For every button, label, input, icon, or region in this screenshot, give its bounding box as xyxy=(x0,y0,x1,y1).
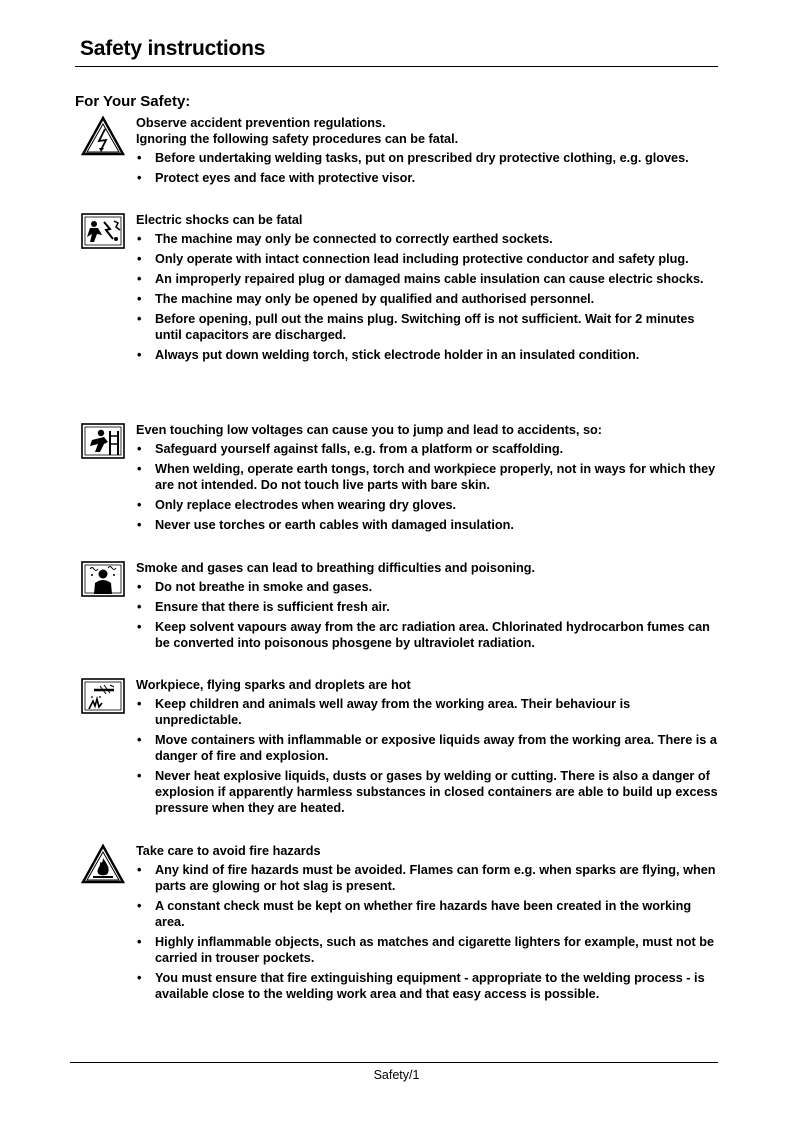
safety-block-low-voltage xyxy=(80,422,720,537)
bullet-item: • The machine may only be opened by qualified and authorised personnel. xyxy=(136,291,720,307)
block-intro-line: Workpiece, flying sparks and droplets are hot xyxy=(136,678,411,692)
bullet-item: • You must ensure that fire extinguishing equipment - appropriate to the welding process - is available close to the welding work area and that easy access is possible. xyxy=(136,970,720,1002)
falling-person-icon xyxy=(80,422,126,462)
hot-sparks-icon xyxy=(80,677,126,717)
safety-block-hot-workpiece xyxy=(80,677,720,820)
page-number: Safety/1 xyxy=(373,1068,420,1082)
bullet-item: • Protect eyes and face with protective visor. xyxy=(136,170,720,186)
safety-block-fire-hazards xyxy=(80,843,720,1006)
bullet-item: • A constant check must be kept on whether fire hazards have been created in the working area. xyxy=(136,898,720,930)
block-intro-line: Take care to avoid fire hazards xyxy=(136,844,321,858)
bullet-item: • An improperly repaired plug or damaged mains cable insulation can cause electric shocks. xyxy=(136,271,720,287)
safety-block-electric-shock xyxy=(80,212,720,367)
title-divider xyxy=(75,66,718,67)
bullet-item: • Move containers with inflammable or exposive liquids away from the working area. There is a danger of fire and explosion. xyxy=(136,732,720,764)
bullet-item: • When welding, operate earth tongs, torch and workpiece properly, not in ways for which they are not intended. Do not touch live parts with bare skin. xyxy=(136,461,720,493)
block-intro-line: Ignoring the following safety procedures can be fatal. xyxy=(136,132,459,146)
bullet-item: • Never use torches or earth cables with damaged insulation. xyxy=(136,517,720,533)
footer-divider xyxy=(70,1062,718,1063)
bullet-item: • Safeguard yourself against falls, e.g. from a platform or scaffolding. xyxy=(136,441,720,457)
bullet-item: • Ensure that there is sufficient fresh air. xyxy=(136,599,720,615)
bullet-item: • Before undertaking welding tasks, put on prescribed dry protective clothing, e.g. gloves. xyxy=(136,150,720,166)
bullet-item: • Keep solvent vapours away from the arc radiation area. Chlorinated hydrocarbon fumes can be converted into poisonous phosgene by ultraviolet radiation. xyxy=(136,619,720,651)
block-intro-line: Electric shocks can be fatal xyxy=(136,213,303,227)
safety-block-smoke-gases xyxy=(80,560,720,655)
bullet-item: • Only replace electrodes when wearing dry gloves. xyxy=(136,497,720,513)
bullet-item: • Never heat explosive liquids, dusts or gases by welding or cutting. There is also a danger of explosion if apparently harmless substances in closed containers are able to build up excess pressure when they are heated. xyxy=(136,768,720,816)
smoke-gas-icon xyxy=(80,560,126,600)
bullet-item: • The machine may only be connected to correctly earthed sockets. xyxy=(136,231,720,247)
page-title: Safety instructions xyxy=(80,37,266,60)
high-voltage-warning-icon xyxy=(80,115,126,157)
bullet-item: • Only operate with intact connection lead including protective conductor and safety plug. xyxy=(136,251,720,267)
block-intro-line: Observe accident prevention regulations. xyxy=(136,116,386,130)
bullet-item: • Always put down welding torch, stick electrode holder in an insulated condition. xyxy=(136,347,720,363)
bullet-item: • Do not breathe in smoke and gases. xyxy=(136,579,720,595)
section-heading: For Your Safety: xyxy=(75,93,191,110)
bullet-item: • Before opening, pull out the mains plug. Switching off is not sufficient. Wait for 2 minutes until capacitors are discharged. xyxy=(136,311,720,343)
bullet-item: • Any kind of fire hazards must be avoided. Flames can form e.g. when sparks are flying, when parts are glowing or hot slag is present. xyxy=(136,862,720,894)
bullet-item: • Keep children and animals well away from the working area. Their behaviour is unpredictable. xyxy=(136,696,720,728)
safety-block-general xyxy=(80,115,720,190)
block-intro-line: Even touching low voltages can cause you to jump and lead to accidents, so: xyxy=(136,423,603,437)
electric-shock-icon xyxy=(80,212,126,252)
bullet-item: • Highly inflammable objects, such as matches and cigarette lighters for example, must not be carried in trouser pockets. xyxy=(136,934,720,966)
fire-hazard-icon xyxy=(80,843,126,885)
block-intro-line: Smoke and gases can lead to breathing difficulties and poisoning. xyxy=(136,561,536,575)
